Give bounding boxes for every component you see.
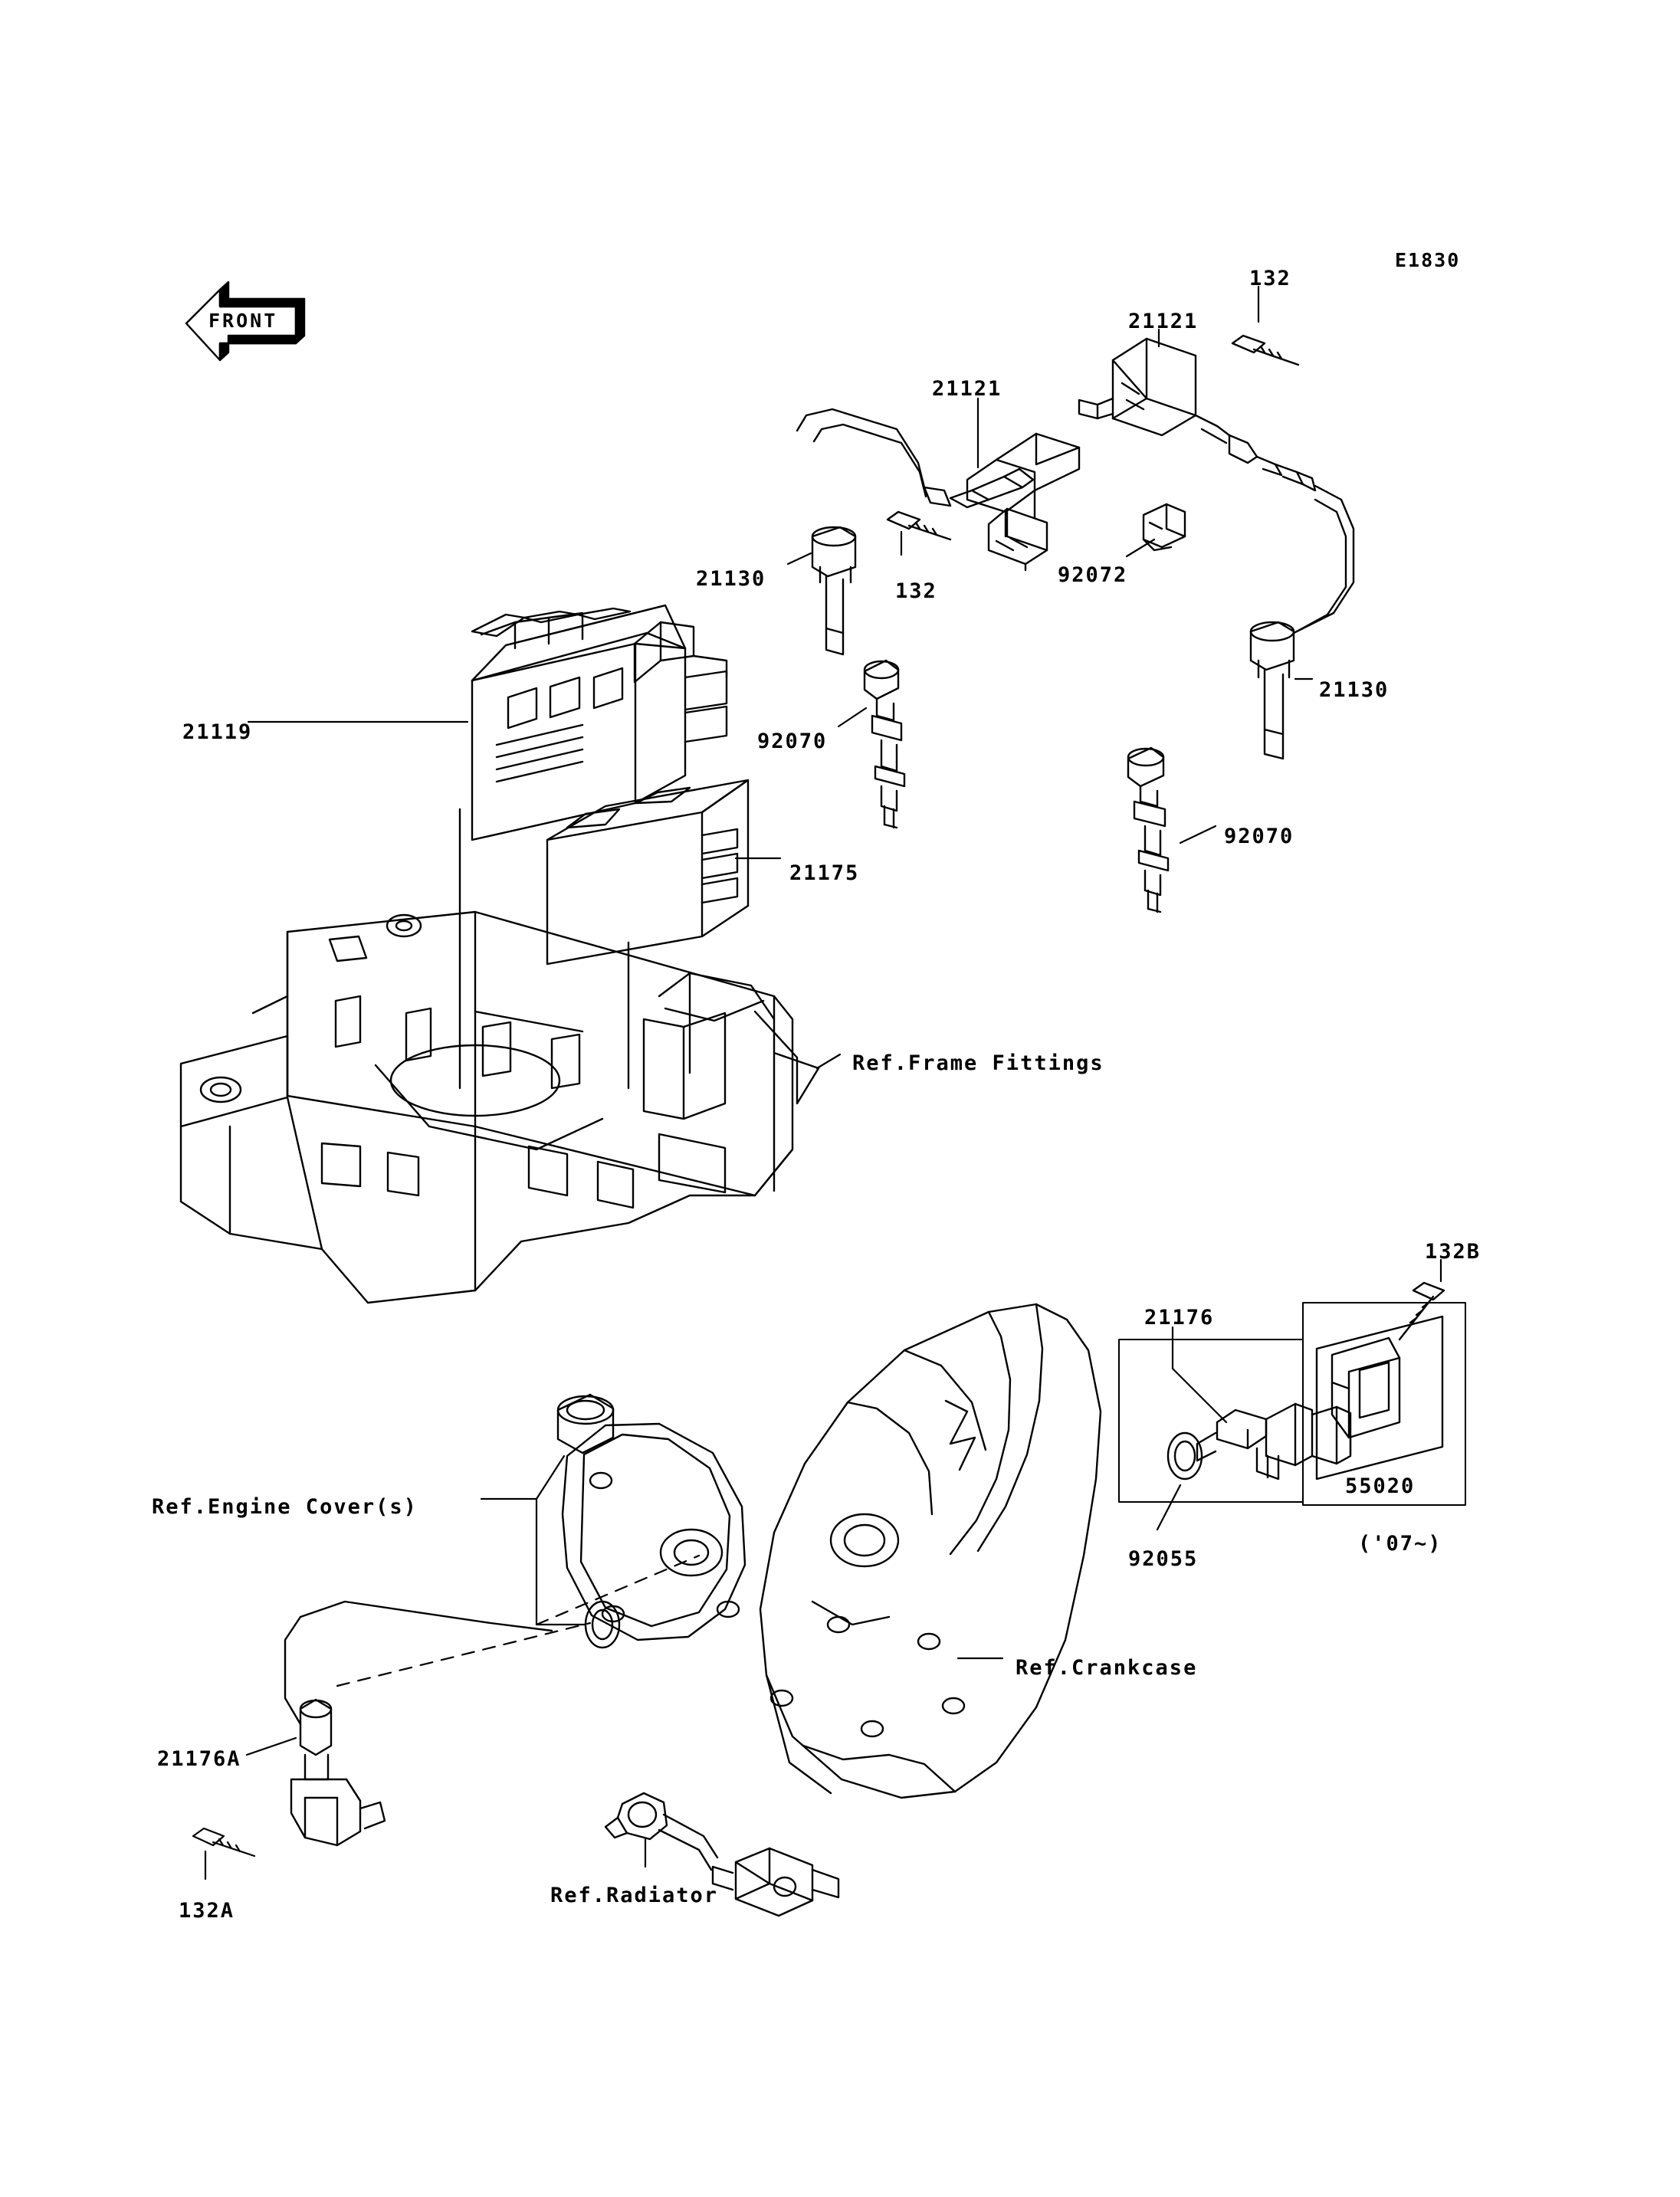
part-label-92070-center[interactable]: 92070 — [757, 730, 828, 753]
ref-label-crankcase[interactable]: Ref.Crankcase — [1016, 1656, 1198, 1680]
front-marker — [184, 282, 297, 365]
part-label-21176[interactable]: 21176 — [1144, 1306, 1215, 1330]
part-21119-igniter — [472, 605, 727, 840]
part-21175-relay — [547, 780, 748, 964]
part-21176a-sensor — [285, 1602, 552, 1845]
part-label-21121-center[interactable]: 21121 — [932, 377, 1002, 401]
part-label-132-center[interactable]: 132 — [895, 579, 937, 603]
part-21130-plug-cap-center — [812, 527, 855, 654]
part-label-21175[interactable]: 21175 — [789, 861, 860, 885]
wire-clamp-radiator — [605, 1793, 667, 1839]
part-label-92072[interactable]: 92072 — [1058, 563, 1128, 587]
sheet-code: E1830 — [1395, 249, 1461, 271]
part-label-21130-right[interactable]: 21130 — [1319, 678, 1390, 702]
ref-label-engine-covers[interactable]: Ref.Engine Cover(s) — [152, 1495, 418, 1519]
part-label-21130-center[interactable]: 21130 — [696, 567, 766, 591]
part-label-132-right[interactable]: 132 — [1249, 267, 1291, 290]
part-label-21121-right[interactable]: 21121 — [1128, 310, 1199, 333]
part-label-132b[interactable]: 132B — [1425, 1240, 1481, 1264]
part-label-55020[interactable]: 55020 — [1345, 1474, 1416, 1498]
part-21130-plug-cap-right — [1251, 622, 1294, 759]
part-92072-clamp — [1144, 504, 1185, 550]
frame-bracket-outline — [181, 912, 819, 1303]
part-label-92070-right[interactable]: 92070 — [1224, 825, 1294, 848]
o-ring-engine-cover — [586, 1602, 619, 1648]
part-label-92055[interactable]: 92055 — [1128, 1547, 1199, 1571]
ref-label-radiator[interactable]: Ref.Radiator — [550, 1884, 719, 1907]
part-92070-spark-plug-center — [865, 661, 904, 828]
part-21121-ignition-coil-right — [1079, 336, 1354, 633]
part-label-55020-note: ('07~) — [1358, 1532, 1442, 1556]
part-label-21119[interactable]: 21119 — [182, 720, 253, 744]
ref-label-frame-fittings[interactable]: Ref.Frame Fittings — [852, 1051, 1104, 1075]
part-label-21176a[interactable]: 21176A — [157, 1747, 241, 1771]
part-label-132a[interactable]: 132A — [179, 1899, 235, 1923]
part-92070-spark-plug-right — [1128, 748, 1168, 912]
front-marker-label: FRONT — [208, 310, 278, 332]
crankcase-outline — [760, 1304, 1101, 1798]
